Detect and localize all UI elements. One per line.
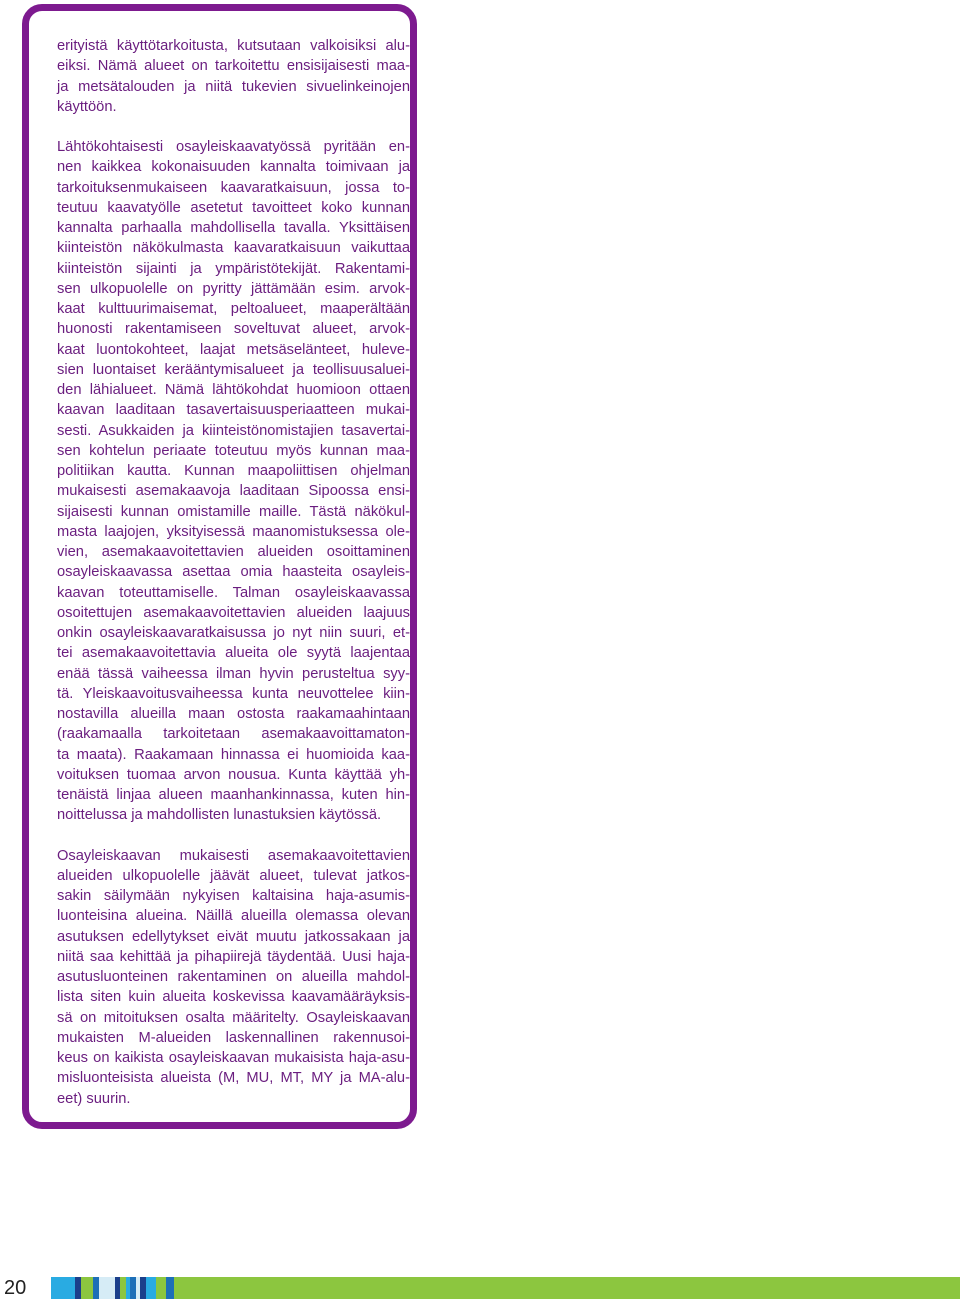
text-line: noittelussa ja mahdollisten lunastuksien käytössä. (57, 807, 382, 824)
footer-bar-segment (81, 1277, 93, 1299)
paragraph-spacer (57, 826, 410, 846)
text-line: kiinteistön sijainti ja ympäristötekijät. Rakentami- (57, 260, 410, 277)
text-line: mukaisten M-alueiden laskennallinen rakennusoi- (57, 1029, 410, 1046)
text-line: onkin osayleiskaavaratkaisussa jo nyt niin suuri, et- (57, 625, 410, 641)
text-line: sen ulkopuolelle on pyritty jättämään esim. arvok- (57, 280, 410, 297)
text-line: alueiden ulkopuolelle jäävät alueet, tulevat jatkos- (57, 867, 410, 884)
text-line: käyttöön. (57, 98, 117, 115)
text-line: keus on kaikista osayleiskaavan mukaisista haja-asu- (57, 1050, 410, 1066)
text-line: misluonteisista alueista (M, MU, MT, MY ja MA-alu- (57, 1070, 410, 1087)
text-line: kaat luontokohteet, laajat metsäselänteet, huleve- (57, 341, 410, 358)
text-line: sakin säilymään nykyisen kaltaisina haja-asumis- (57, 888, 410, 904)
footer-bar-segment (99, 1277, 115, 1299)
text-line: luonteisina alueina. Näillä alueilla olemassa olevan (57, 908, 410, 925)
text-line: masta laajojen, yksityisessä maanomistuksessa ole- (57, 523, 410, 540)
text-line: kannalta parhaalla mahdollisella tavalla. Yksittäisen (57, 220, 410, 236)
text-line: nostavilla alueilla maan ostosta raakamaahintaan (57, 706, 410, 722)
text-line: vien, asemakaavoitettavien alueiden osoittaminen (57, 544, 410, 560)
text-line: sesti. Asukkaiden ja kiinteistönomistajien tasavertai- (57, 422, 410, 439)
paragraph (57, 137, 410, 826)
text-line: politiikan kautta. Kunnan maapoliittisen ohjelman (57, 463, 410, 479)
text-line: tä. Yleiskaavoitusvaiheessa kunta neuvottelee kiin- (57, 685, 410, 702)
text-line: tarkoituksenmukaiseen kaavaratkaisuun, jossa to- (57, 179, 410, 196)
text-line: sen kohtelun periaate toteutuu myös kunnan maa- (57, 442, 410, 459)
text-line: osayleiskaavassa asettaa omia haasteita osayleis- (57, 564, 410, 581)
text-line: asutuksen edellytykset eivät muutu jatkossakaan ja (57, 928, 410, 945)
text-line: voituksen tuomaa arvon nousua. Kunta käyttää yh- (57, 766, 410, 783)
paragraph (57, 846, 410, 1109)
text-line: (raakamaalla tarkoitetaan asemakaavoittamaton- (57, 726, 410, 743)
text-line: nen kaikkea kokonaisuuden kannalta toimivaan ja (57, 159, 410, 176)
text-line: asutusluonteinen rakentaminen on alueilla mahdol- (57, 969, 410, 985)
text-line: sien luontaiset kerääntymisalueet ja teollisuusaluei- (57, 361, 410, 378)
footer-color-bar (51, 1277, 960, 1299)
text-line: den lähialueet. Nämä lähtökohdat huomioon ottaen (57, 382, 410, 398)
text-line: Lähtökohtaisesti osayleiskaavatyössä pyritään en- (57, 139, 410, 155)
paragraph (57, 36, 410, 117)
text-line: erityistä käyttötarkoitusta, kutsutaan valkoisiksi alu- (57, 38, 410, 54)
paragraph-spacer (57, 117, 410, 137)
text-line: ta maata). Raakamaan hinnassa ei huomioida kaa- (57, 746, 410, 763)
text-line: enää tässä vaiheessa ilman hyvin perusteltua syy- (57, 665, 410, 682)
text-frame (22, 4, 417, 1129)
text-line: kaat kulttuurimaisemat, peltoalueet, maaperältään (57, 301, 410, 317)
page-number: 20 (4, 1277, 27, 1299)
text-line: huonosti rakentamiseen soveltuvat alueet, arvok- (57, 321, 410, 338)
text-line: kaavan laaditaan tasavertaisuusperiaatteen mukai- (57, 402, 410, 419)
text-line: ja metsätalouden ja niitä tukevien sivuelinkeinojen (57, 78, 410, 95)
text-line: sä on mitoituksen osalta määritelty. Osayleiskaavan (57, 1009, 410, 1026)
text-line: mukaisesti asemakaavoja laaditaan Sipoossa ensi- (57, 483, 410, 500)
footer-bar-segment (174, 1277, 960, 1299)
text-line: tei asemakaavoitettavia alueita ole syytä laajentaa (57, 645, 410, 662)
footer-bar-segment (156, 1277, 166, 1299)
text-line: osoitettujen asemakaavoitettavien alueiden laajuus (57, 604, 410, 621)
article-body (57, 36, 410, 1109)
text-line: kiinteistön näkökulmasta kaavaratkaisuun vaikuttaa (57, 240, 410, 257)
footer-bar-segment (51, 1277, 75, 1299)
text-line: tenäistä linjaa alueen maanhankinnassa, kuten hin- (57, 787, 410, 803)
text-line: lista siten kuin alueita koskevissa kaavamääräyksis- (57, 989, 410, 1006)
text-line: sijaisesti kunnan omistamille maille. Tästä näkökul- (57, 503, 410, 520)
footer-bar-segment (146, 1277, 156, 1299)
text-line: teutuu kaavatyölle asetetut tavoitteet koko kunnan (57, 199, 410, 216)
text-line: eet) suurin. (57, 1090, 131, 1107)
text-line: Osayleiskaavan mukaisesti asemakaavoitettavien (57, 847, 410, 864)
text-line: eiksi. Nämä alueet on tarkoitettu ensisijaisesti maa- (57, 58, 410, 75)
footer-bar-segment (166, 1277, 174, 1299)
text-line: kaavan toteuttamiselle. Talman osayleiskaavassa (57, 584, 410, 601)
text-line: niitä saa kehittää ja pihapiirejä täydentää. Uusi haja- (57, 948, 410, 965)
